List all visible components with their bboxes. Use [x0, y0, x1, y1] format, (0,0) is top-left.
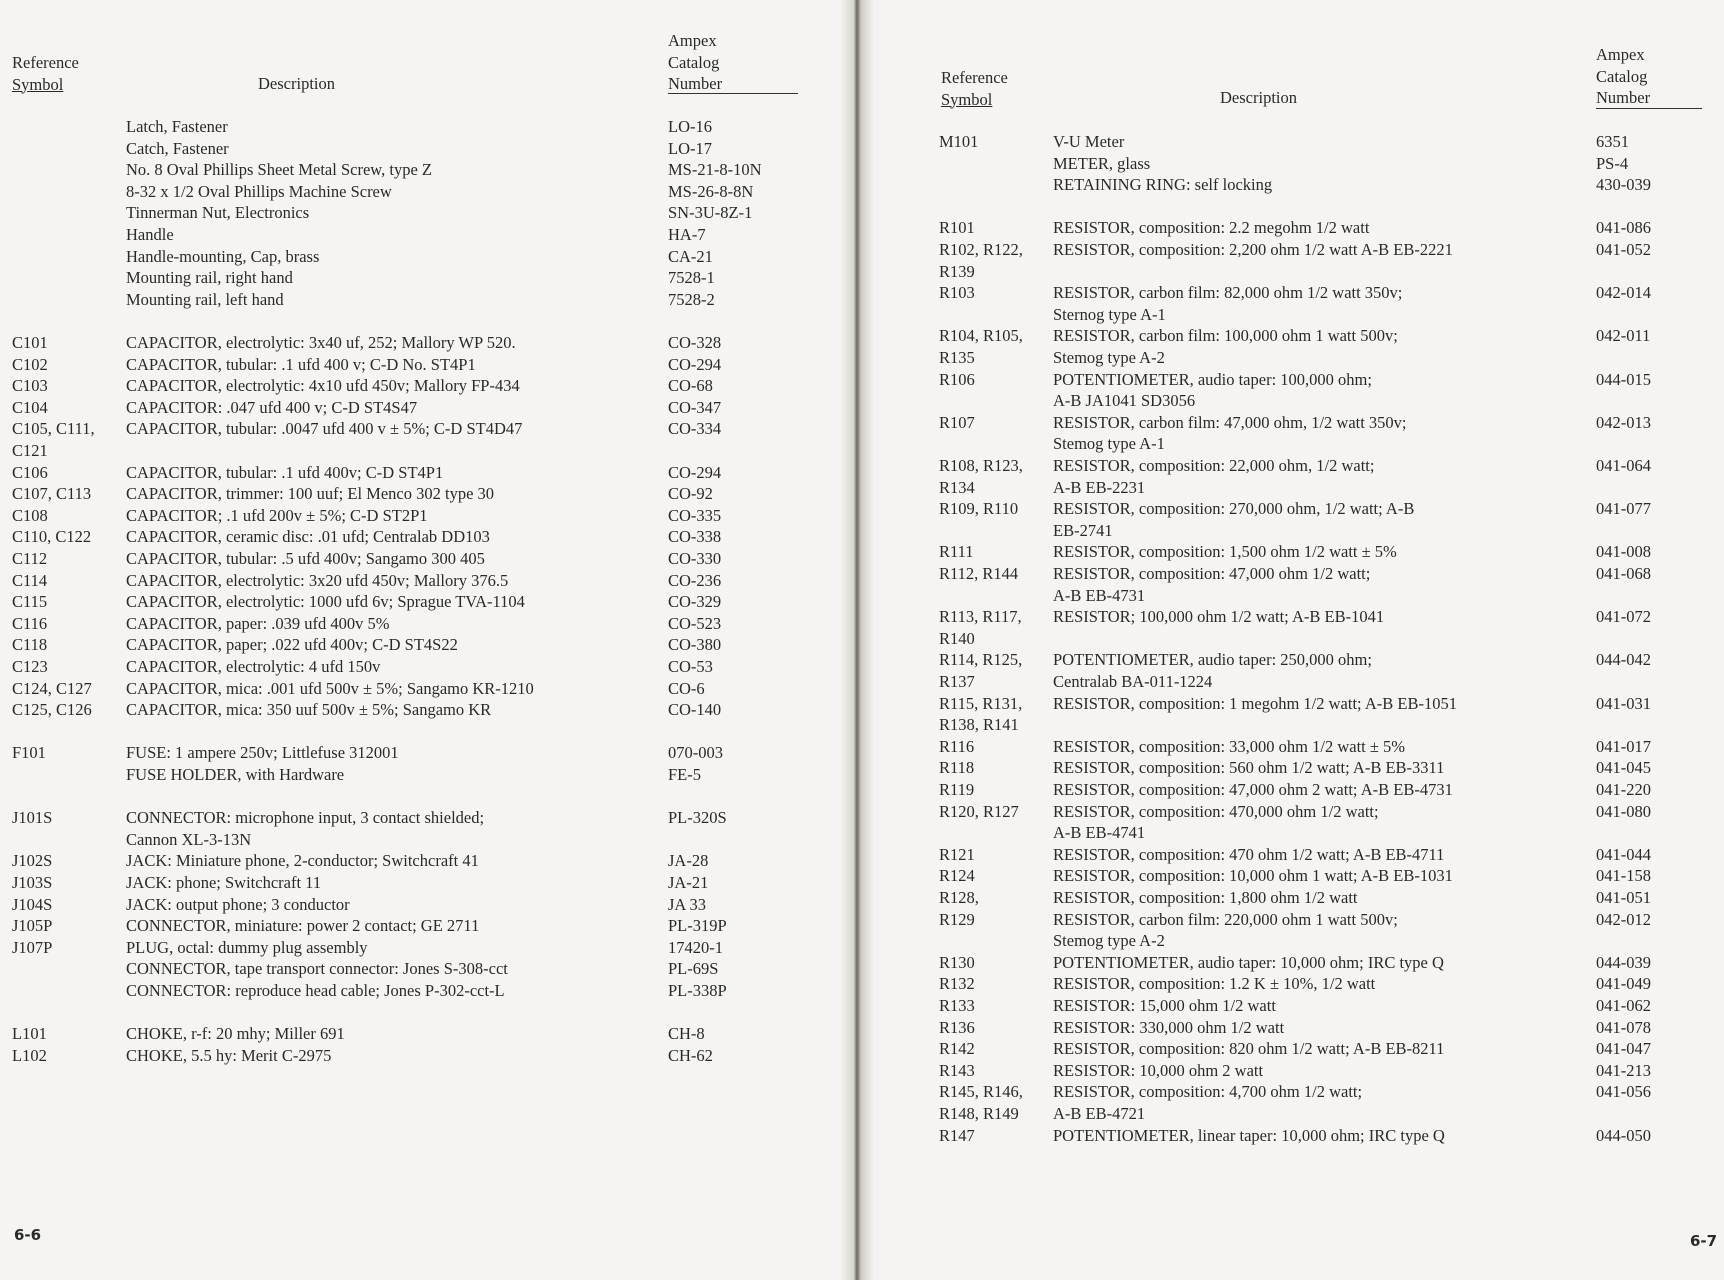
reference-symbol: R148, R149 — [939, 1104, 1019, 1123]
description: No. 8 Oval Phillips Sheet Metal Screw, type Z — [126, 160, 432, 180]
reference-symbol-header: Reference Symbol — [12, 53, 79, 94]
description: EB-2741 — [1053, 520, 1113, 540]
catalog-number: PS-4 — [1596, 153, 1629, 173]
description: Mounting rail, right hand — [126, 268, 293, 288]
reference-symbol: C104 — [12, 397, 48, 417]
catalog-number: CH-8 — [668, 1024, 705, 1044]
catalog-number: 041-044 — [1596, 844, 1651, 864]
description: POTENTIOMETER, audio taper: 100,000 ohm; — [1053, 369, 1372, 389]
description: RESISTOR, carbon film: 220,000 ohm 1 watt 500v; — [1053, 909, 1398, 929]
reference-symbol: R129 — [939, 909, 975, 929]
description: JACK: output phone; 3 conductor — [126, 894, 350, 914]
page-number: 6-7 — [1690, 1232, 1718, 1250]
page-number: 6-6 — [14, 1226, 42, 1244]
catalog-number: JA-28 — [668, 851, 709, 871]
description: CAPACITOR, paper: .039 ufd 400v 5% — [126, 613, 390, 633]
description: RESISTOR, carbon film: 82,000 ohm 1/2 watt 350v; — [1053, 283, 1403, 303]
reference-symbol: R106 — [939, 369, 975, 389]
catalog-number: 044-015 — [1596, 369, 1651, 389]
reference-symbol: C105, C111, — [12, 419, 95, 439]
catalog-number: 041-078 — [1596, 1017, 1651, 1037]
description: RESISTOR, composition: 2.2 megohm 1/2 watt — [1053, 218, 1370, 238]
reference-symbol: C102 — [12, 354, 48, 374]
reference-symbol: R103 — [939, 283, 975, 303]
reference-symbol: R101 — [939, 218, 975, 238]
catalog-number: 041-051 — [1596, 888, 1651, 907]
description: CAPACITOR, electrolytic: 4 ufd 150v — [126, 657, 381, 676]
catalog-number: 041-220 — [1596, 780, 1651, 799]
description: RESISTOR, composition: 33,000 ohm 1/2 watt ± 5% — [1053, 736, 1406, 756]
description: CONNECTOR, tape transport connector: Jones S-308-cct — [126, 959, 508, 979]
description: A-B EB-4721 — [1053, 1104, 1146, 1123]
reference-symbol: C110, C122 — [12, 527, 92, 547]
catalog-number: CO-329 — [668, 592, 722, 612]
catalog-number: CO-294 — [668, 354, 722, 374]
catalog-number: 041-064 — [1596, 456, 1651, 475]
description: CHOKE, r-f: 20 mhy; Miller 691 — [126, 1024, 345, 1044]
catalog-number: 041-213 — [1596, 1060, 1651, 1080]
reference-symbol: R119 — [939, 780, 975, 799]
catalog-number: 7528-2 — [668, 289, 715, 309]
catalog-number: CO-380 — [668, 635, 722, 655]
description: Stemog type A-1 — [1053, 434, 1165, 454]
catalog-number: CO-338 — [668, 527, 722, 547]
reference-symbol: R109, R110 — [939, 499, 1019, 519]
reference-symbol: R130 — [939, 952, 975, 972]
description: CAPACITOR, electrolytic: 1000 ufd 6v; Sprague TVA-1104 — [126, 592, 525, 612]
description: RESISTOR: 10,000 ohm 2 watt — [1053, 1060, 1264, 1080]
header-rule — [668, 93, 798, 94]
reference-symbol: R102, R122, — [939, 240, 1023, 259]
description: RESISTOR, composition: 270,000 ohm, 1/2 watt; A-B — [1053, 499, 1415, 519]
reference-symbol: R108, R123, — [939, 456, 1023, 475]
catalog-number: CO-92 — [668, 484, 713, 504]
catalog-number: 041-077 — [1596, 499, 1651, 519]
reference-symbol: C108 — [12, 505, 48, 525]
reference-symbol: C123 — [12, 657, 48, 676]
catalog-number: 041-049 — [1596, 974, 1651, 994]
description: PLUG, octal: dummy plug assembly — [126, 937, 368, 957]
reference-symbol: C125, C126 — [12, 700, 92, 720]
description: Handle — [126, 225, 174, 244]
reference-symbol: R116 — [939, 736, 975, 756]
reference-symbol: M101 — [939, 132, 979, 151]
catalog-number: PL-338P — [668, 981, 727, 1000]
reference-symbol: J107P — [12, 937, 53, 957]
reference-symbol: L101 — [12, 1024, 47, 1044]
description: POTENTIOMETER, audio taper: 250,000 ohm; — [1053, 650, 1372, 670]
description: CAPACITOR, electrolytic: 3x40 uf, 252; Mallory WP 520. — [126, 333, 516, 352]
catalog-number: 041-080 — [1596, 801, 1651, 821]
catalog-number-header: Ampex Catalog Number — [1596, 45, 1651, 108]
description: METER, glass — [1053, 153, 1151, 173]
description: RESISTOR, composition: 1.2 K ± 10%, 1/2 watt — [1053, 974, 1376, 994]
book-gutter — [840, 0, 874, 1280]
catalog-number: PL-320S — [668, 808, 727, 828]
reference-symbol: R136 — [939, 1017, 975, 1037]
catalog-number: MS-26-8-8N — [668, 181, 754, 201]
catalog-number: CO-523 — [668, 613, 722, 633]
catalog-number: 042-012 — [1596, 909, 1651, 929]
description: RETAINING RING: self locking — [1053, 175, 1273, 195]
description: JACK: Miniature phone, 2-conductor; Switchcraft 41 — [126, 851, 479, 871]
description: RESISTOR, composition: 1 megohm 1/2 watt; A-B EB-1051 — [1053, 693, 1457, 713]
catalog-number: 041-056 — [1596, 1082, 1651, 1102]
description: V-U Meter — [1053, 132, 1125, 151]
description: CAPACITOR, tubular: .0047 ufd 400 v ± 5%; C-D ST4D47 — [126, 419, 523, 439]
description: RESISTOR, composition: 1,500 ohm 1/2 watt ± 5% — [1053, 542, 1397, 562]
reference-symbol: R145, R146, — [939, 1082, 1023, 1102]
reference-symbol: C118 — [12, 635, 48, 655]
description: CAPACITOR, trimmer: 100 uuf; El Menco 302 type 30 — [126, 484, 495, 504]
description: Catch, Fastener — [126, 138, 229, 158]
reference-symbol: J105P — [12, 916, 53, 936]
reference-symbol: R118 — [939, 758, 975, 778]
description: RESISTOR, composition: 2,200 ohm 1/2 watt A-B EB-2221 — [1053, 240, 1453, 259]
description: RESISTOR, composition: 1,800 ohm 1/2 watt — [1053, 888, 1358, 907]
reference-symbol: R133 — [939, 996, 975, 1015]
catalog-number: 041-158 — [1596, 866, 1651, 886]
reference-symbol: C106 — [12, 462, 48, 482]
description: CAPACITOR, tubular: .5 ufd 400v; Sangamo 300 405 — [126, 549, 485, 568]
catalog-number: 041-086 — [1596, 218, 1651, 238]
catalog-number: 430-039 — [1596, 175, 1651, 195]
description: Sternog type A-1 — [1053, 304, 1166, 324]
reference-symbol: C115 — [12, 592, 48, 612]
reference-symbol: R104, R105, — [939, 326, 1023, 346]
catalog-number: JA 33 — [668, 894, 707, 914]
reference-symbol: R135 — [939, 348, 975, 367]
reference-symbol: C114 — [12, 570, 48, 590]
reference-symbol: R107 — [939, 412, 975, 432]
catalog-number: 17420-1 — [668, 937, 723, 957]
catalog-number: 041-072 — [1596, 607, 1651, 627]
catalog-number: 041-045 — [1596, 758, 1651, 778]
description: CAPACITOR; .1 ufd 200v ± 5%; C-D ST2P1 — [126, 505, 428, 525]
catalog-number: CO-335 — [668, 505, 722, 525]
catalog-number: CO-53 — [668, 657, 713, 676]
reference-symbol: R128, — [939, 888, 979, 907]
catalog-number: 041-062 — [1596, 996, 1651, 1015]
catalog-number: 070-003 — [668, 743, 723, 763]
catalog-number: LO-16 — [668, 117, 712, 136]
description: CAPACITOR: .047 ufd 400 v; C-D ST4S47 — [126, 397, 418, 417]
catalog-number: 044-050 — [1596, 1125, 1651, 1145]
description: Stemog type A-2 — [1053, 931, 1165, 951]
catalog-number: 042-014 — [1596, 283, 1651, 303]
reference-symbol: J102S — [12, 851, 53, 871]
catalog-number: CA-21 — [668, 246, 713, 266]
catalog-number: JA-21 — [668, 873, 709, 892]
description: RESISTOR, composition: 560 ohm 1/2 watt; A-B EB-3311 — [1053, 758, 1445, 778]
description: RESISTOR, composition: 22,000 ohm, 1/2 watt; — [1053, 456, 1375, 475]
catalog-number: 6351 — [1596, 132, 1629, 151]
catalog-number: PL-319P — [668, 916, 727, 936]
description: RESISTOR: 15,000 ohm 1/2 watt — [1053, 996, 1276, 1015]
description: POTENTIOMETER, linear taper: 10,000 ohm; IRC type Q — [1053, 1125, 1445, 1145]
catalog-number: LO-17 — [668, 138, 712, 158]
description: CAPACITOR, mica: 350 uuf 500v ± 5%; Sangamo KR — [126, 700, 492, 720]
catalog-number: CO-334 — [668, 419, 722, 439]
reference-symbol: R112, R144 — [939, 564, 1019, 583]
catalog-number: CO-140 — [668, 700, 722, 720]
reference-symbol: C107, C113 — [12, 484, 92, 504]
reference-symbol: R132 — [939, 974, 975, 994]
catalog-number: 042-013 — [1596, 412, 1651, 432]
description: CONNECTOR, miniature: power 2 contact; GE 2711 — [126, 916, 480, 936]
description: RESISTOR, carbon film: 47,000 ohm, 1/2 watt 350v; — [1053, 412, 1407, 432]
reference-symbol: F101 — [12, 743, 46, 763]
description: FUSE HOLDER, with Hardware — [126, 765, 345, 784]
description: CAPACITOR, tubular: .1 ufd 400v; C-D ST4P1 — [126, 462, 444, 482]
catalog-number: 7528-1 — [668, 268, 715, 288]
catalog-number: 041-052 — [1596, 240, 1651, 259]
reference-symbol: R134 — [939, 477, 975, 497]
description: Mounting rail, left hand — [126, 289, 284, 309]
catalog-number: 041-008 — [1596, 542, 1651, 562]
reference-symbol: R113, R117, — [939, 607, 1022, 627]
catalog-number: SN-3U-8Z-1 — [668, 203, 753, 223]
description: A-B EB-2231 — [1053, 477, 1146, 497]
reference-symbol: J103S — [12, 873, 53, 892]
reference-symbol: R115, R131, — [939, 693, 1023, 713]
catalog-number: FE-5 — [668, 765, 701, 784]
catalog-number: 041-017 — [1596, 736, 1651, 756]
catalog-number: HA-7 — [668, 225, 706, 244]
catalog-number: 041-047 — [1596, 1039, 1651, 1059]
reference-symbol: C121 — [12, 441, 48, 460]
description: A-B EB-4731 — [1053, 585, 1146, 605]
reference-symbol: R137 — [939, 672, 975, 691]
reference-symbol: J101S — [12, 808, 53, 828]
description: Cannon XL-3-13N — [126, 829, 252, 849]
description: CONNECTOR: reproduce head cable; Jones P-302-cct-L — [126, 981, 505, 1000]
catalog-number: CO-347 — [668, 397, 722, 417]
description: RESISTOR, composition: 820 ohm 1/2 watt; A-B EB-8211 — [1053, 1039, 1445, 1059]
description: CAPACITOR, tubular: .1 ufd 400 v; C-D No. ST4P1 — [126, 354, 476, 374]
description: CAPACITOR, electrolytic: 3x20 ufd 450v; Mallory 376.5 — [126, 570, 509, 590]
description: CAPACITOR, ceramic disc: .01 ufd; Centralab DD103 — [126, 527, 490, 547]
reference-symbol: R124 — [939, 866, 975, 886]
reference-symbol: R120, R127 — [939, 801, 1019, 821]
reference-symbol: R138, R141 — [939, 715, 1019, 735]
left-page — [0, 0, 858, 1280]
reference-symbol-header: Reference Symbol — [941, 68, 1008, 109]
catalog-number: 044-042 — [1596, 650, 1651, 670]
catalog-number: CO-68 — [668, 376, 713, 396]
reference-symbol: R139 — [939, 261, 975, 281]
right-page — [858, 0, 1724, 1280]
description: RESISTOR, composition: 4,700 ohm 1/2 watt; — [1053, 1082, 1363, 1102]
catalog-number: PL-69S — [668, 959, 719, 979]
catalog-number: 041-031 — [1596, 693, 1651, 713]
catalog-number: 044-039 — [1596, 952, 1651, 972]
reference-symbol: J104S — [12, 894, 53, 914]
description: RESISTOR: 330,000 ohm 1/2 watt — [1053, 1017, 1285, 1037]
reference-symbol: C112 — [12, 549, 48, 568]
description: A-B JA1041 SD3056 — [1053, 391, 1196, 411]
reference-symbol: R114, R125, — [939, 650, 1023, 670]
description: JACK: phone; Switchcraft 11 — [126, 873, 322, 892]
catalog-number: CO-236 — [668, 570, 722, 590]
description: RESISTOR, composition: 10,000 ohm 1 watt; A-B EB-1031 — [1053, 866, 1453, 886]
description: 8-32 x 1/2 Oval Phillips Machine Screw — [126, 181, 392, 201]
description: Handle-mounting, Cap, brass — [126, 246, 320, 266]
description: A-B EB-4741 — [1053, 823, 1146, 843]
description: CAPACITOR, electrolytic: 4x10 ufd 450v; Mallory FP-434 — [126, 376, 520, 396]
description: CAPACITOR, paper; .022 ufd 400v; C-D ST4S22 — [126, 635, 458, 655]
description: RESISTOR, composition: 47,000 ohm 1/2 watt; — [1053, 564, 1371, 583]
catalog-number: MS-21-8-10N — [668, 160, 762, 180]
description-header: Description — [1220, 88, 1297, 107]
reference-symbol: C101 — [12, 333, 48, 352]
catalog-number: 042-011 — [1596, 326, 1651, 346]
description: CONNECTOR: microphone input, 3 contact shielded; — [126, 808, 485, 828]
catalog-number: CH-62 — [668, 1045, 713, 1065]
reference-symbol: R147 — [939, 1125, 975, 1145]
reference-symbol: R111 — [939, 542, 974, 562]
description: CHOKE, 5.5 hy: Merit C-2975 — [126, 1045, 332, 1065]
reference-symbol: C124, C127 — [12, 678, 92, 698]
description: CAPACITOR, mica: .001 ufd 500v ± 5%; Sangamo KR-1210 — [126, 678, 534, 698]
catalog-number: CO-294 — [668, 462, 722, 482]
description: RESISTOR, composition: 470 ohm 1/2 watt; A-B EB-4711 — [1053, 844, 1445, 864]
reference-symbol: R142 — [939, 1039, 975, 1059]
description: Tinnerman Nut, Electronics — [126, 203, 310, 223]
catalog-number: CO-6 — [668, 678, 705, 698]
catalog-number: CO-328 — [668, 333, 722, 352]
reference-symbol: R121 — [939, 844, 975, 864]
reference-symbol: L102 — [12, 1045, 47, 1065]
reference-symbol: C116 — [12, 613, 48, 633]
description: RESISTOR; 100,000 ohm 1/2 watt; A-B EB-1041 — [1053, 607, 1385, 627]
description: Centralab BA-011-1224 — [1053, 672, 1213, 691]
description: FUSE: 1 ampere 250v; Littlefuse 312001 — [126, 743, 399, 763]
description: POTENTIOMETER, audio taper: 10,000 ohm; IRC type Q — [1053, 952, 1444, 972]
reference-symbol: C103 — [12, 376, 48, 396]
header-rule — [1596, 108, 1702, 109]
reference-symbol: R143 — [939, 1060, 975, 1080]
reference-symbol: R140 — [939, 628, 975, 648]
description: RESISTOR, carbon film: 100,000 ohm 1 watt 500v; — [1053, 326, 1398, 346]
description: Latch, Fastener — [126, 117, 228, 136]
description: RESISTOR, composition: 470,000 ohm 1/2 watt; — [1053, 801, 1379, 821]
catalog-number: 041-068 — [1596, 564, 1651, 583]
description: Stemog type A-2 — [1053, 348, 1165, 367]
description: RESISTOR, composition: 47,000 ohm 2 watt; A-B EB-4731 — [1053, 780, 1453, 799]
description-header: Description — [258, 74, 335, 93]
catalog-number: CO-330 — [668, 549, 722, 568]
catalog-number-header: Ampex Catalog Number — [668, 31, 723, 94]
